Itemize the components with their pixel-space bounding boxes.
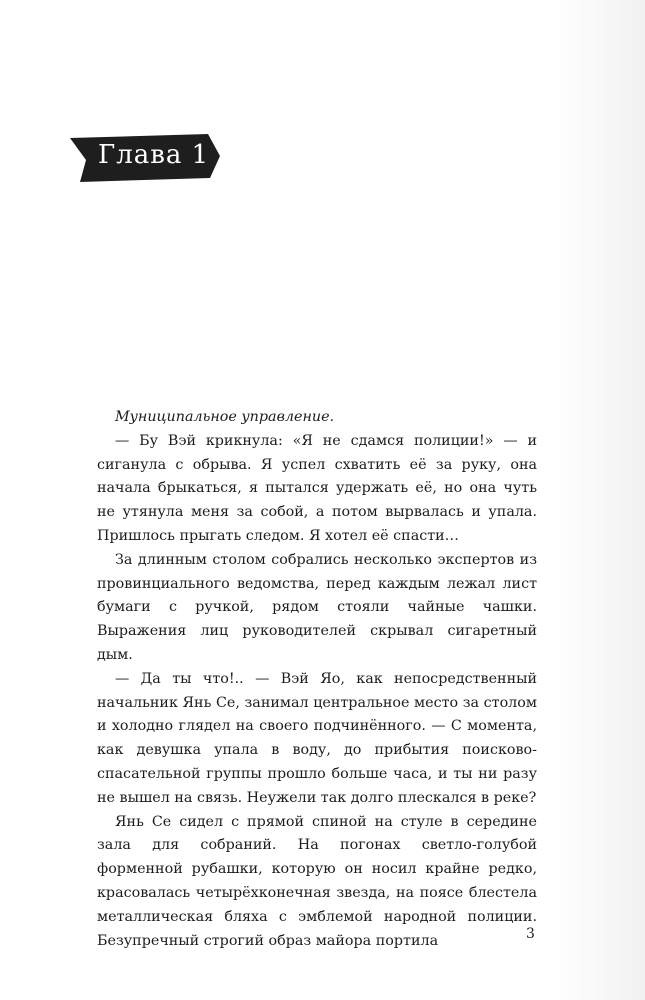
chapter-banner xyxy=(70,134,220,182)
paragraph-epigraph: Муниципальное управление. xyxy=(115,409,335,425)
paragraph: — Да ты что!.. — Вэй Яо, как непосредственный начальник Янь Се, занимал центральное место за столом и холодно глядел на своего подчинённого. — С момента, как девушка упала в воду, до прибытия поисково-спасательной группы прошло больше часа, и ты ни разу не вышел на связь. Неужели так долго плескался в реке? xyxy=(97,670,537,806)
paragraph: За длинным столом собрались несколько экспертов из провинциального ведомства, перед каждым лежал лист бумаги с ручкой, рядом стояли чайные чашки. Выражения лиц руководителей скрывал сигаретный дым. xyxy=(97,551,537,663)
page-edge-shadow xyxy=(555,0,645,1000)
paragraph: — Бу Вэй крикнула: «Я не сдамся полиции!» — и сиганула с обрыва. Я успел схватить её за руку, она начала брыкаться, я пытался удержать её, но она чуть не утянула меня за собой, а потом вырвалась и упала. Пришлось прыгать следом. Я хотел её спасти… xyxy=(97,432,537,544)
page-number: 3 xyxy=(526,926,535,942)
chapter-title: Глава 1 xyxy=(98,140,210,170)
chapter-body xyxy=(97,406,537,953)
paragraph: Янь Се сидел с прямой спиной на стуле в середине зала для собраний. На погонах светло-голубой форменной рубашки, которую он носил крайне редко, красовалась четырёхконечная звезда, на поясе блестела металлическая бляха с эмблемой народной полиции. Безупречный строгий образ майора портила xyxy=(97,813,537,949)
